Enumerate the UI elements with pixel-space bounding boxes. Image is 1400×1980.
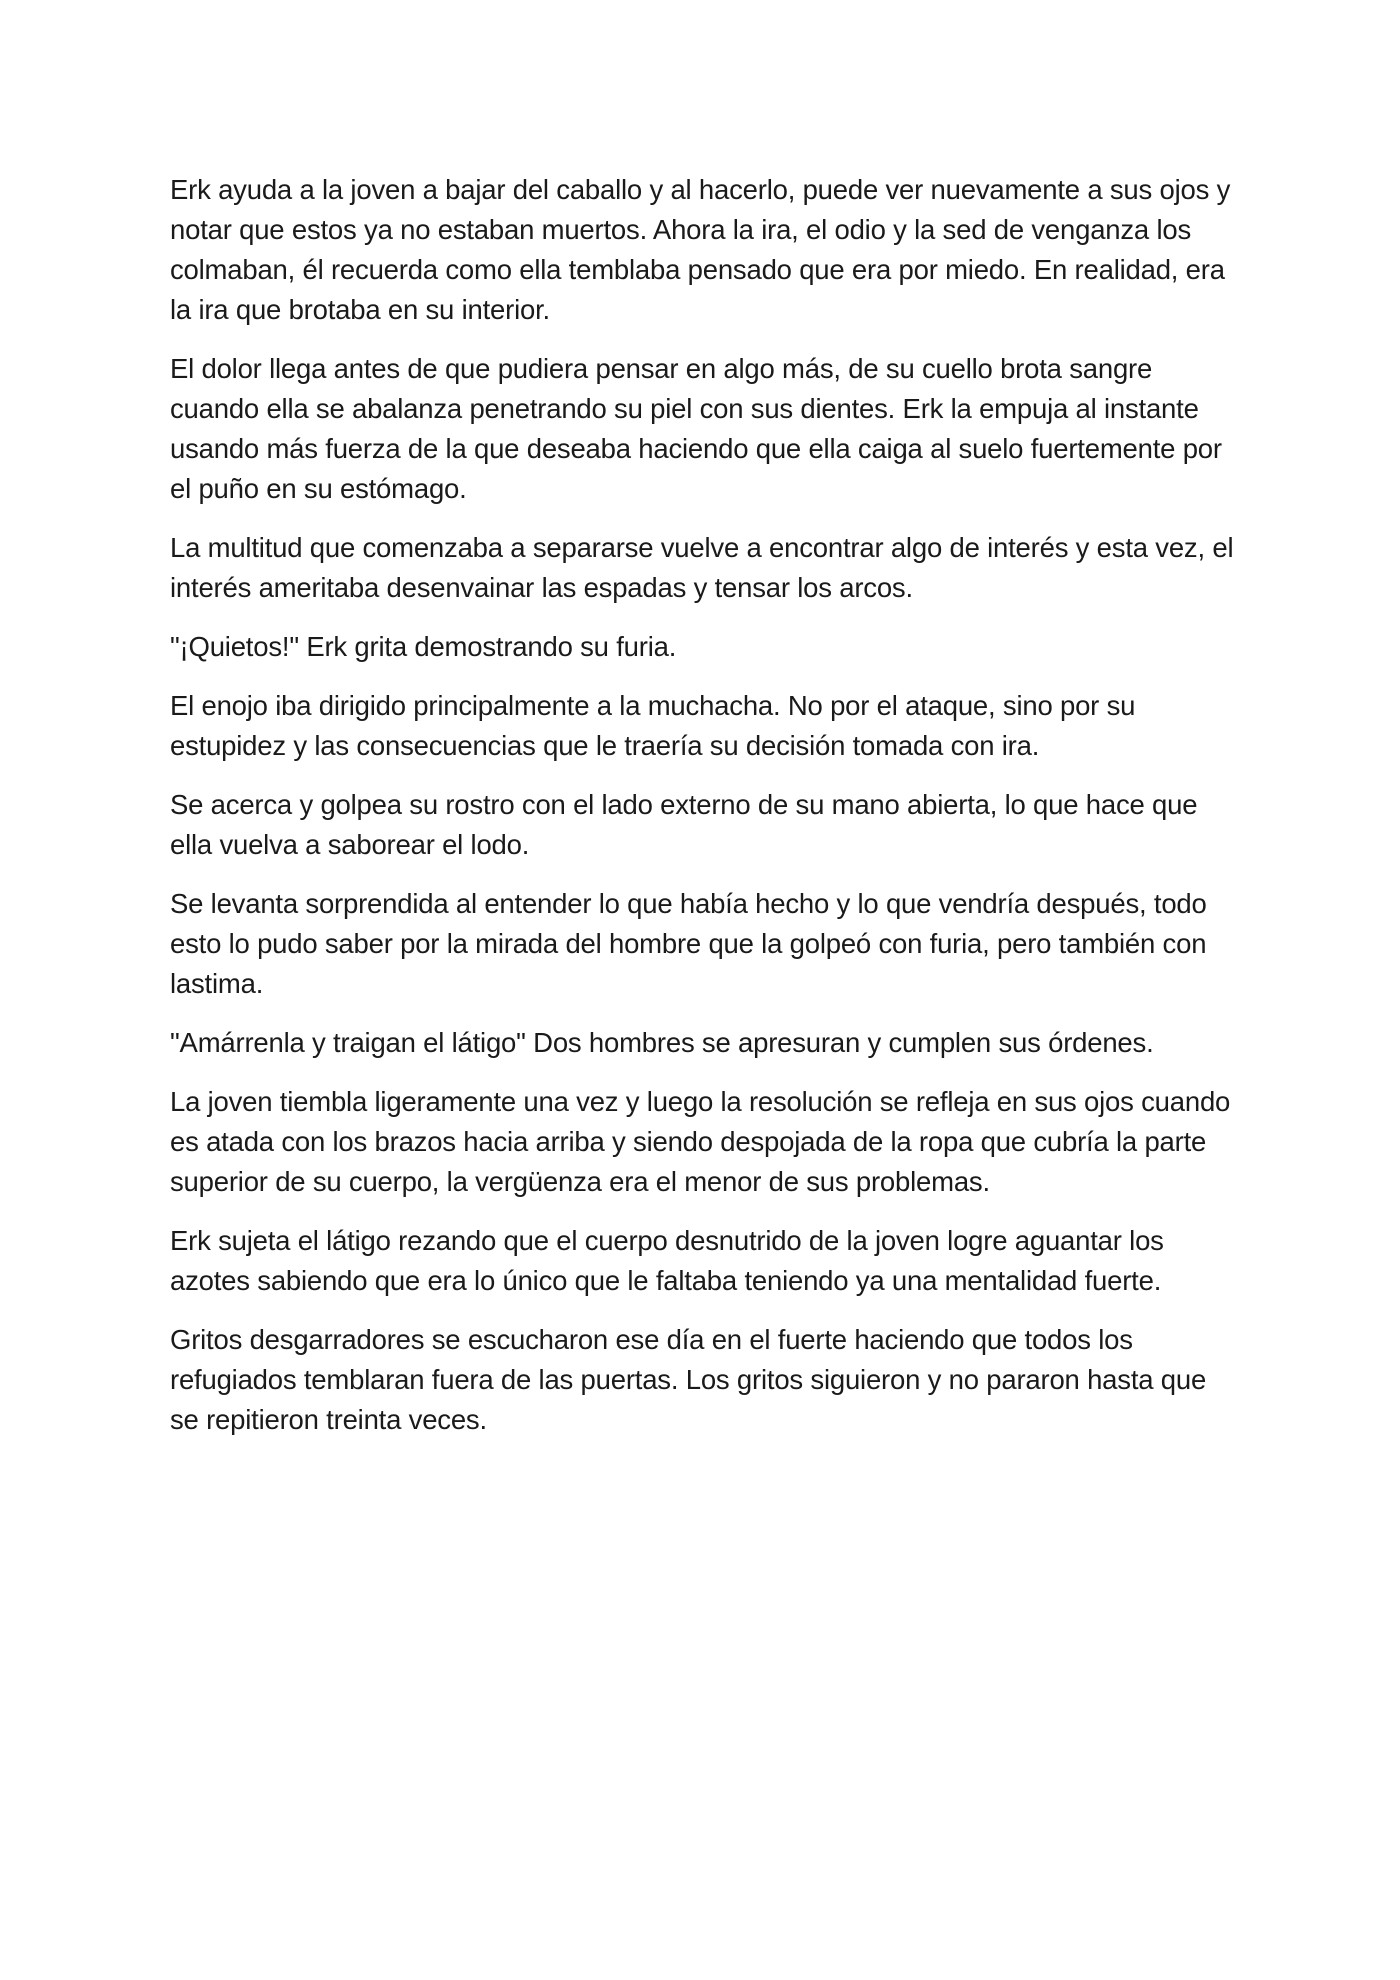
paragraph: El dolor llega antes de que pudiera pensar en algo más, de su cuello brota sangre cuando ella se abalanza penetrando su piel con sus dientes. Erk la empuja al instante usando más fuerza de la que deseaba haciendo que ella caiga al suelo fuertemente por el puño en su estómago. bbox=[170, 353, 1222, 504]
paragraph: La multitud que comenzaba a separarse vuelve a encontrar algo de interés y esta vez, el interés ameritaba desenvainar las espadas y tensar los arcos. bbox=[170, 532, 1234, 603]
paragraph: Erk ayuda a la joven a bajar del caballo y al hacerlo, puede ver nuevamente a sus ojos y notar que estos ya no estaban muertos. Ahora la ira, el odio y la sed de venganza los colmaban, él recuerda como ella temblaba pensado que era por miedo. En realidad, era la ira que brotaba en su interior. bbox=[170, 174, 1231, 325]
paragraph: Erk sujeta el látigo rezando que el cuerpo desnutrido de la joven logre aguantar los azotes sabiendo que era lo único que le faltaba teniendo ya una mentalidad fuerte. bbox=[170, 1225, 1164, 1296]
document-body bbox=[170, 170, 1240, 1459]
paragraph: Se levanta sorprendida al entender lo que había hecho y lo que vendría después, todo esto lo pudo saber por la mirada del hombre que la golpeó con furia, pero también con lastima. bbox=[170, 888, 1207, 999]
paragraph: Gritos desgarradores se escucharon ese día en el fuerte haciendo que todos los refugiados temblaran fuera de las puertas. Los gritos siguieron y no pararon hasta que se repitieron treinta veces. bbox=[170, 1324, 1207, 1435]
paragraph: La joven tiembla ligeramente una vez y luego la resolución se refleja en sus ojos cuando es atada con los brazos hacia arriba y siendo despojada de la ropa que cubría la parte superior de su cuerpo, la vergüenza era el menor de sus problemas. bbox=[170, 1086, 1231, 1197]
paragraph: El enojo iba dirigido principalmente a la muchacha. No por el ataque, sino por su estupidez y las consecuencias que le traería su decisión tomada con ira. bbox=[170, 690, 1136, 761]
paragraph: "¡Quietos!" Erk grita demostrando su furia. bbox=[170, 631, 677, 662]
paragraph: Se acerca y golpea su rostro con el lado externo de su mano abierta, lo que hace que ella vuelva a saborear el lodo. bbox=[170, 789, 1198, 860]
paragraph: "Amárrenla y traigan el látigo" Dos hombres se apresuran y cumplen sus órdenes. bbox=[170, 1027, 1154, 1058]
